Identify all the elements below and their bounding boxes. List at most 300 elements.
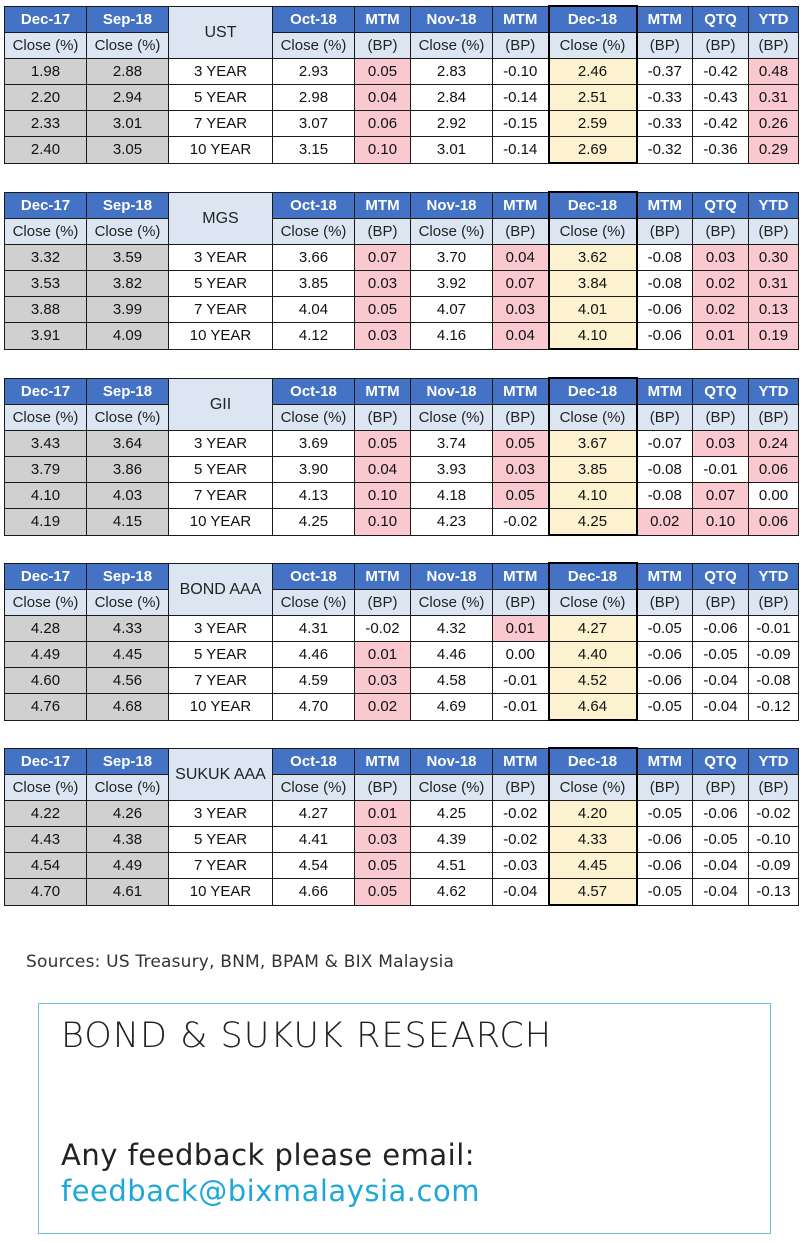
table-row (5, 509, 799, 536)
change-mtm-oct: 0.07 (355, 245, 411, 271)
col-header-sep18: Sep-18 (87, 6, 169, 33)
yield-dec17: 4.54 (5, 853, 87, 879)
yield-sep18: 4.03 (87, 483, 169, 509)
change-mtm-oct: 0.10 (355, 137, 411, 164)
yield-sep18: 4.61 (87, 879, 169, 906)
change-mtm-nov: 0.03 (493, 297, 549, 323)
col-header-qtq: QTQ (693, 192, 749, 219)
table-row (5, 853, 799, 879)
col-header-oct18: Oct-18 (273, 748, 355, 775)
unit-label: Close (%) (5, 775, 87, 801)
change-mtm-oct: 0.03 (355, 827, 411, 853)
unit-label: Close (%) (273, 405, 355, 431)
change-ytd: -0.01 (749, 616, 799, 642)
unit-label: Close (%) (87, 775, 169, 801)
yield-dec17: 4.76 (5, 694, 87, 721)
change-mtm-nov: 0.01 (493, 616, 549, 642)
yield-sep18: 4.09 (87, 323, 169, 350)
yield-sep18: 4.15 (87, 509, 169, 536)
change-qtq: -0.42 (693, 111, 749, 137)
yield-oct18: 3.85 (273, 271, 355, 297)
unit-label: Close (%) (549, 219, 637, 245)
subheader-row (5, 405, 799, 431)
col-header-ytd: YTD (749, 563, 799, 590)
change-mtm-dec: -0.32 (637, 137, 693, 164)
unit-label: Close (%) (549, 405, 637, 431)
unit-label: Close (%) (5, 33, 87, 59)
yield-nov18: 4.18 (411, 483, 493, 509)
col-header-qtq: QTQ (693, 378, 749, 405)
unit-label: Close (%) (411, 405, 493, 431)
col-header-mtm: MTM (355, 378, 411, 405)
yield-sep18: 3.64 (87, 431, 169, 457)
change-mtm-nov: -0.01 (493, 668, 549, 694)
change-mtm-oct: 0.05 (355, 59, 411, 85)
unit-label: (BP) (749, 775, 799, 801)
col-header-dec17: Dec-17 (5, 563, 87, 590)
yield-nov18: 3.92 (411, 271, 493, 297)
change-ytd: -0.09 (749, 642, 799, 668)
change-qtq: -0.42 (693, 59, 749, 85)
change-mtm-oct: 0.03 (355, 668, 411, 694)
yield-dec17: 2.33 (5, 111, 87, 137)
yield-dec17: 4.49 (5, 642, 87, 668)
yield-dec17: 4.19 (5, 509, 87, 536)
tenor-label: 7 YEAR (169, 297, 273, 323)
unit-label: Close (%) (87, 405, 169, 431)
change-mtm-nov: 0.05 (493, 483, 549, 509)
table-row (5, 59, 799, 85)
col-header-mtm: MTM (355, 748, 411, 775)
yield-dec18: 2.51 (549, 85, 637, 111)
change-ytd: 0.30 (749, 245, 799, 271)
unit-label: Close (%) (5, 219, 87, 245)
table-name: GII (169, 378, 273, 431)
unit-label: (BP) (749, 33, 799, 59)
yield-dec18: 4.25 (549, 509, 637, 536)
yield-sep18: 4.45 (87, 642, 169, 668)
yield-nov18: 4.46 (411, 642, 493, 668)
table-name: UST (169, 6, 273, 59)
change-mtm-oct: 0.01 (355, 642, 411, 668)
yield-dec18: 2.69 (549, 137, 637, 164)
change-qtq: 0.02 (693, 271, 749, 297)
change-ytd: -0.13 (749, 879, 799, 906)
yield-dec18: 4.10 (549, 323, 637, 350)
change-ytd: -0.10 (749, 827, 799, 853)
yield-dec17: 3.79 (5, 457, 87, 483)
yield-nov18: 3.93 (411, 457, 493, 483)
unit-label: Close (%) (87, 33, 169, 59)
unit-label: (BP) (355, 33, 411, 59)
change-qtq: -0.05 (693, 642, 749, 668)
change-ytd: 0.29 (749, 137, 799, 164)
change-ytd: -0.09 (749, 853, 799, 879)
unit-label: (BP) (493, 219, 549, 245)
change-qtq: 0.07 (693, 483, 749, 509)
table-row (5, 483, 799, 509)
unit-label: (BP) (355, 405, 411, 431)
change-mtm-nov: -0.01 (493, 694, 549, 721)
change-ytd: 0.00 (749, 483, 799, 509)
change-mtm-dec: 0.02 (637, 509, 693, 536)
tenor-label: 3 YEAR (169, 616, 273, 642)
yield-sep18: 3.05 (87, 137, 169, 164)
unit-label: (BP) (355, 775, 411, 801)
unit-label: Close (%) (5, 590, 87, 616)
col-header-dec18: Dec-18 (549, 192, 637, 219)
unit-label: Close (%) (411, 33, 493, 59)
col-header-dec17: Dec-17 (5, 748, 87, 775)
yield-sep18: 3.99 (87, 297, 169, 323)
col-header-dec18: Dec-18 (549, 378, 637, 405)
unit-label: (BP) (493, 405, 549, 431)
yield-nov18: 4.16 (411, 323, 493, 350)
yield-oct18: 2.93 (273, 59, 355, 85)
change-qtq: 0.02 (693, 297, 749, 323)
change-mtm-dec: -0.05 (637, 801, 693, 827)
change-ytd: -0.08 (749, 668, 799, 694)
change-mtm-nov: 0.07 (493, 271, 549, 297)
yield-oct18: 3.15 (273, 137, 355, 164)
yield-dec18: 4.52 (549, 668, 637, 694)
col-header-qtq: QTQ (693, 6, 749, 33)
unit-label: Close (%) (549, 33, 637, 59)
col-header-sep18: Sep-18 (87, 378, 169, 405)
change-ytd: 0.13 (749, 297, 799, 323)
col-header-dec18: Dec-18 (549, 748, 637, 775)
yield-oct18: 4.31 (273, 616, 355, 642)
col-header-dec17: Dec-17 (5, 192, 87, 219)
yield-oct18: 2.98 (273, 85, 355, 111)
yield-sep18: 4.56 (87, 668, 169, 694)
change-qtq: 0.01 (693, 323, 749, 350)
change-qtq: -0.06 (693, 616, 749, 642)
change-ytd: 0.19 (749, 323, 799, 350)
yield-dec17: 2.40 (5, 137, 87, 164)
unit-label: (BP) (493, 590, 549, 616)
col-header-dec18: Dec-18 (549, 6, 637, 33)
tenor-label: 5 YEAR (169, 271, 273, 297)
yield-nov18: 2.83 (411, 59, 493, 85)
change-qtq: -0.06 (693, 801, 749, 827)
header-row (5, 563, 799, 590)
col-header-mtm: MTM (637, 563, 693, 590)
change-mtm-oct: 0.05 (355, 297, 411, 323)
yield-dec17: 3.43 (5, 431, 87, 457)
yield-dec17: 4.70 (5, 879, 87, 906)
col-header-nov18: Nov-18 (411, 563, 493, 590)
yield-dec17: 3.32 (5, 245, 87, 271)
change-mtm-oct: 0.03 (355, 271, 411, 297)
table-row (5, 85, 799, 111)
change-qtq: 0.03 (693, 431, 749, 457)
tenor-label: 5 YEAR (169, 827, 273, 853)
yield-dec18: 4.45 (549, 853, 637, 879)
yield-nov18: 3.74 (411, 431, 493, 457)
change-mtm-nov: -0.15 (493, 111, 549, 137)
change-mtm-oct: 0.05 (355, 431, 411, 457)
table-row (5, 137, 799, 164)
yield-sep18: 3.86 (87, 457, 169, 483)
yield-dec18: 4.01 (549, 297, 637, 323)
tenor-label: 3 YEAR (169, 431, 273, 457)
unit-label: (BP) (693, 219, 749, 245)
yield-dec17: 1.98 (5, 59, 87, 85)
unit-label: (BP) (637, 405, 693, 431)
col-header-mtm: MTM (493, 6, 549, 33)
col-header-ytd: YTD (749, 6, 799, 33)
tenor-label: 10 YEAR (169, 509, 273, 536)
change-qtq: -0.04 (693, 853, 749, 879)
unit-label: Close (%) (549, 775, 637, 801)
unit-label: (BP) (637, 219, 693, 245)
col-header-mtm: MTM (355, 563, 411, 590)
unit-label: (BP) (749, 219, 799, 245)
yield-oct18: 4.54 (273, 853, 355, 879)
col-header-oct18: Oct-18 (273, 192, 355, 219)
tenor-label: 5 YEAR (169, 642, 273, 668)
change-mtm-oct: 0.10 (355, 509, 411, 536)
change-mtm-oct: 0.02 (355, 694, 411, 721)
col-header-mtm: MTM (637, 6, 693, 33)
tenor-label: 5 YEAR (169, 457, 273, 483)
change-mtm-nov: 0.04 (493, 323, 549, 350)
yield-oct18: 4.66 (273, 879, 355, 906)
yield-dec17: 4.10 (5, 483, 87, 509)
yield-nov18: 4.07 (411, 297, 493, 323)
change-mtm-dec: -0.08 (637, 483, 693, 509)
unit-label: (BP) (637, 33, 693, 59)
change-mtm-dec: -0.05 (637, 879, 693, 906)
change-mtm-dec: -0.06 (637, 642, 693, 668)
col-header-mtm: MTM (355, 6, 411, 33)
unit-label: Close (%) (411, 775, 493, 801)
unit-label: (BP) (693, 405, 749, 431)
change-mtm-oct: 0.10 (355, 483, 411, 509)
col-header-mtm: MTM (637, 748, 693, 775)
yield-sep18: 3.01 (87, 111, 169, 137)
table-row (5, 271, 799, 297)
yield-nov18: 4.58 (411, 668, 493, 694)
unit-label: (BP) (493, 33, 549, 59)
yield-dec18: 3.67 (549, 431, 637, 457)
unit-label: (BP) (693, 33, 749, 59)
col-header-ytd: YTD (749, 748, 799, 775)
change-ytd: 0.24 (749, 431, 799, 457)
change-mtm-nov: -0.02 (493, 801, 549, 827)
col-header-mtm: MTM (355, 192, 411, 219)
yield-dec18: 4.20 (549, 801, 637, 827)
yield-nov18: 4.39 (411, 827, 493, 853)
table-name: BOND AAA (169, 563, 273, 616)
yield-nov18: 4.25 (411, 801, 493, 827)
yield-dec17: 2.20 (5, 85, 87, 111)
yield-nov18: 4.32 (411, 616, 493, 642)
tenor-label: 3 YEAR (169, 245, 273, 271)
col-header-mtm: MTM (637, 192, 693, 219)
unit-label: (BP) (493, 775, 549, 801)
col-header-sep18: Sep-18 (87, 563, 169, 590)
change-mtm-oct: -0.02 (355, 616, 411, 642)
yield-dec18: 3.62 (549, 245, 637, 271)
col-header-nov18: Nov-18 (411, 192, 493, 219)
tenor-label: 10 YEAR (169, 694, 273, 721)
unit-label: Close (%) (411, 590, 493, 616)
change-ytd: 0.06 (749, 457, 799, 483)
col-header-dec17: Dec-17 (5, 378, 87, 405)
yield-oct18: 4.12 (273, 323, 355, 350)
change-mtm-dec: -0.06 (637, 827, 693, 853)
tenor-label: 3 YEAR (169, 59, 273, 85)
yield-oct18: 4.27 (273, 801, 355, 827)
contact-box (38, 1003, 771, 1234)
table-row (5, 642, 799, 668)
yield-sep18: 3.82 (87, 271, 169, 297)
sources-note: Sources: US Treasury, BNM, BPAM & BIX Malaysia (26, 952, 455, 972)
yield-sep18: 2.94 (87, 85, 169, 111)
yield-table-mgs (4, 191, 799, 350)
yield-oct18: 3.69 (273, 431, 355, 457)
header-row (5, 192, 799, 219)
col-header-qtq: QTQ (693, 748, 749, 775)
change-mtm-nov: 0.00 (493, 642, 549, 668)
col-header-mtm: MTM (493, 192, 549, 219)
change-ytd: -0.12 (749, 694, 799, 721)
change-ytd: -0.02 (749, 801, 799, 827)
yield-sep18: 3.59 (87, 245, 169, 271)
change-mtm-dec: -0.08 (637, 271, 693, 297)
change-qtq: -0.36 (693, 137, 749, 164)
yield-nov18: 4.23 (411, 509, 493, 536)
tenor-label: 10 YEAR (169, 323, 273, 350)
contact-title: BOND & SUKUK RESEARCH (61, 1016, 553, 1056)
yield-oct18: 4.59 (273, 668, 355, 694)
change-mtm-oct: 0.04 (355, 457, 411, 483)
unit-label: (BP) (749, 590, 799, 616)
subheader-row (5, 33, 799, 59)
tenor-label: 7 YEAR (169, 853, 273, 879)
change-mtm-nov: -0.14 (493, 85, 549, 111)
table-row (5, 111, 799, 137)
yield-dec18: 4.33 (549, 827, 637, 853)
change-qtq: -0.05 (693, 827, 749, 853)
change-mtm-dec: -0.06 (637, 853, 693, 879)
yield-dec17: 4.28 (5, 616, 87, 642)
col-header-nov18: Nov-18 (411, 748, 493, 775)
change-mtm-oct: 0.05 (355, 879, 411, 906)
table-row (5, 879, 799, 906)
unit-label: Close (%) (5, 405, 87, 431)
yield-sep18: 4.26 (87, 801, 169, 827)
table-name: MGS (169, 192, 273, 245)
feedback-prompt: Any feedback please email: (61, 1138, 476, 1172)
change-mtm-oct: 0.04 (355, 85, 411, 111)
yield-oct18: 3.07 (273, 111, 355, 137)
unit-label: (BP) (355, 219, 411, 245)
yield-sep18: 4.33 (87, 616, 169, 642)
col-header-nov18: Nov-18 (411, 378, 493, 405)
change-mtm-dec: -0.37 (637, 59, 693, 85)
change-mtm-nov: 0.03 (493, 457, 549, 483)
col-header-sep18: Sep-18 (87, 748, 169, 775)
change-qtq: -0.04 (693, 694, 749, 721)
unit-label: Close (%) (273, 219, 355, 245)
unit-label: Close (%) (273, 775, 355, 801)
change-mtm-oct: 0.05 (355, 853, 411, 879)
yield-nov18: 4.62 (411, 879, 493, 906)
yield-nov18: 3.01 (411, 137, 493, 164)
change-mtm-dec: -0.08 (637, 457, 693, 483)
yield-oct18: 4.70 (273, 694, 355, 721)
col-header-dec18: Dec-18 (549, 563, 637, 590)
col-header-ytd: YTD (749, 192, 799, 219)
yield-table-bond-aaa (4, 562, 799, 721)
change-ytd: 0.31 (749, 85, 799, 111)
change-qtq: -0.01 (693, 457, 749, 483)
header-row (5, 378, 799, 405)
yield-sep18: 4.38 (87, 827, 169, 853)
yield-oct18: 3.66 (273, 245, 355, 271)
col-header-mtm: MTM (493, 563, 549, 590)
table-row (5, 616, 799, 642)
yield-nov18: 4.69 (411, 694, 493, 721)
col-header-nov18: Nov-18 (411, 6, 493, 33)
yield-dec18: 4.64 (549, 694, 637, 721)
yield-table-ust (4, 5, 799, 164)
change-qtq: 0.10 (693, 509, 749, 536)
yield-nov18: 4.51 (411, 853, 493, 879)
unit-label: Close (%) (411, 219, 493, 245)
table-row (5, 457, 799, 483)
yield-oct18: 4.25 (273, 509, 355, 536)
unit-label: (BP) (637, 590, 693, 616)
unit-label: (BP) (693, 775, 749, 801)
subheader-row (5, 219, 799, 245)
feedback-email-link[interactable]: feedback@bixmalaysia.com (61, 1174, 480, 1208)
change-ytd: 0.31 (749, 271, 799, 297)
col-header-oct18: Oct-18 (273, 563, 355, 590)
change-mtm-nov: -0.03 (493, 853, 549, 879)
yield-oct18: 4.13 (273, 483, 355, 509)
yield-dec18: 4.57 (549, 879, 637, 906)
col-header-sep18: Sep-18 (87, 192, 169, 219)
yield-dec18: 2.59 (549, 111, 637, 137)
tenor-label: 10 YEAR (169, 879, 273, 906)
change-mtm-nov: 0.05 (493, 431, 549, 457)
change-mtm-nov: 0.04 (493, 245, 549, 271)
yield-dec17: 4.22 (5, 801, 87, 827)
change-mtm-nov: -0.02 (493, 509, 549, 536)
unit-label: Close (%) (549, 590, 637, 616)
subheader-row (5, 775, 799, 801)
change-mtm-dec: -0.05 (637, 694, 693, 721)
yield-dec18: 2.46 (549, 59, 637, 85)
table-row (5, 297, 799, 323)
tenor-label: 5 YEAR (169, 85, 273, 111)
change-qtq: 0.03 (693, 245, 749, 271)
tenor-label: 10 YEAR (169, 137, 273, 164)
table-row (5, 431, 799, 457)
table-row (5, 323, 799, 350)
change-mtm-oct: 0.06 (355, 111, 411, 137)
table-name: SUKUK AAA (169, 748, 273, 801)
yield-oct18: 4.41 (273, 827, 355, 853)
unit-label: Close (%) (87, 219, 169, 245)
yield-nov18: 3.70 (411, 245, 493, 271)
yield-sep18: 4.68 (87, 694, 169, 721)
change-mtm-dec: -0.33 (637, 111, 693, 137)
